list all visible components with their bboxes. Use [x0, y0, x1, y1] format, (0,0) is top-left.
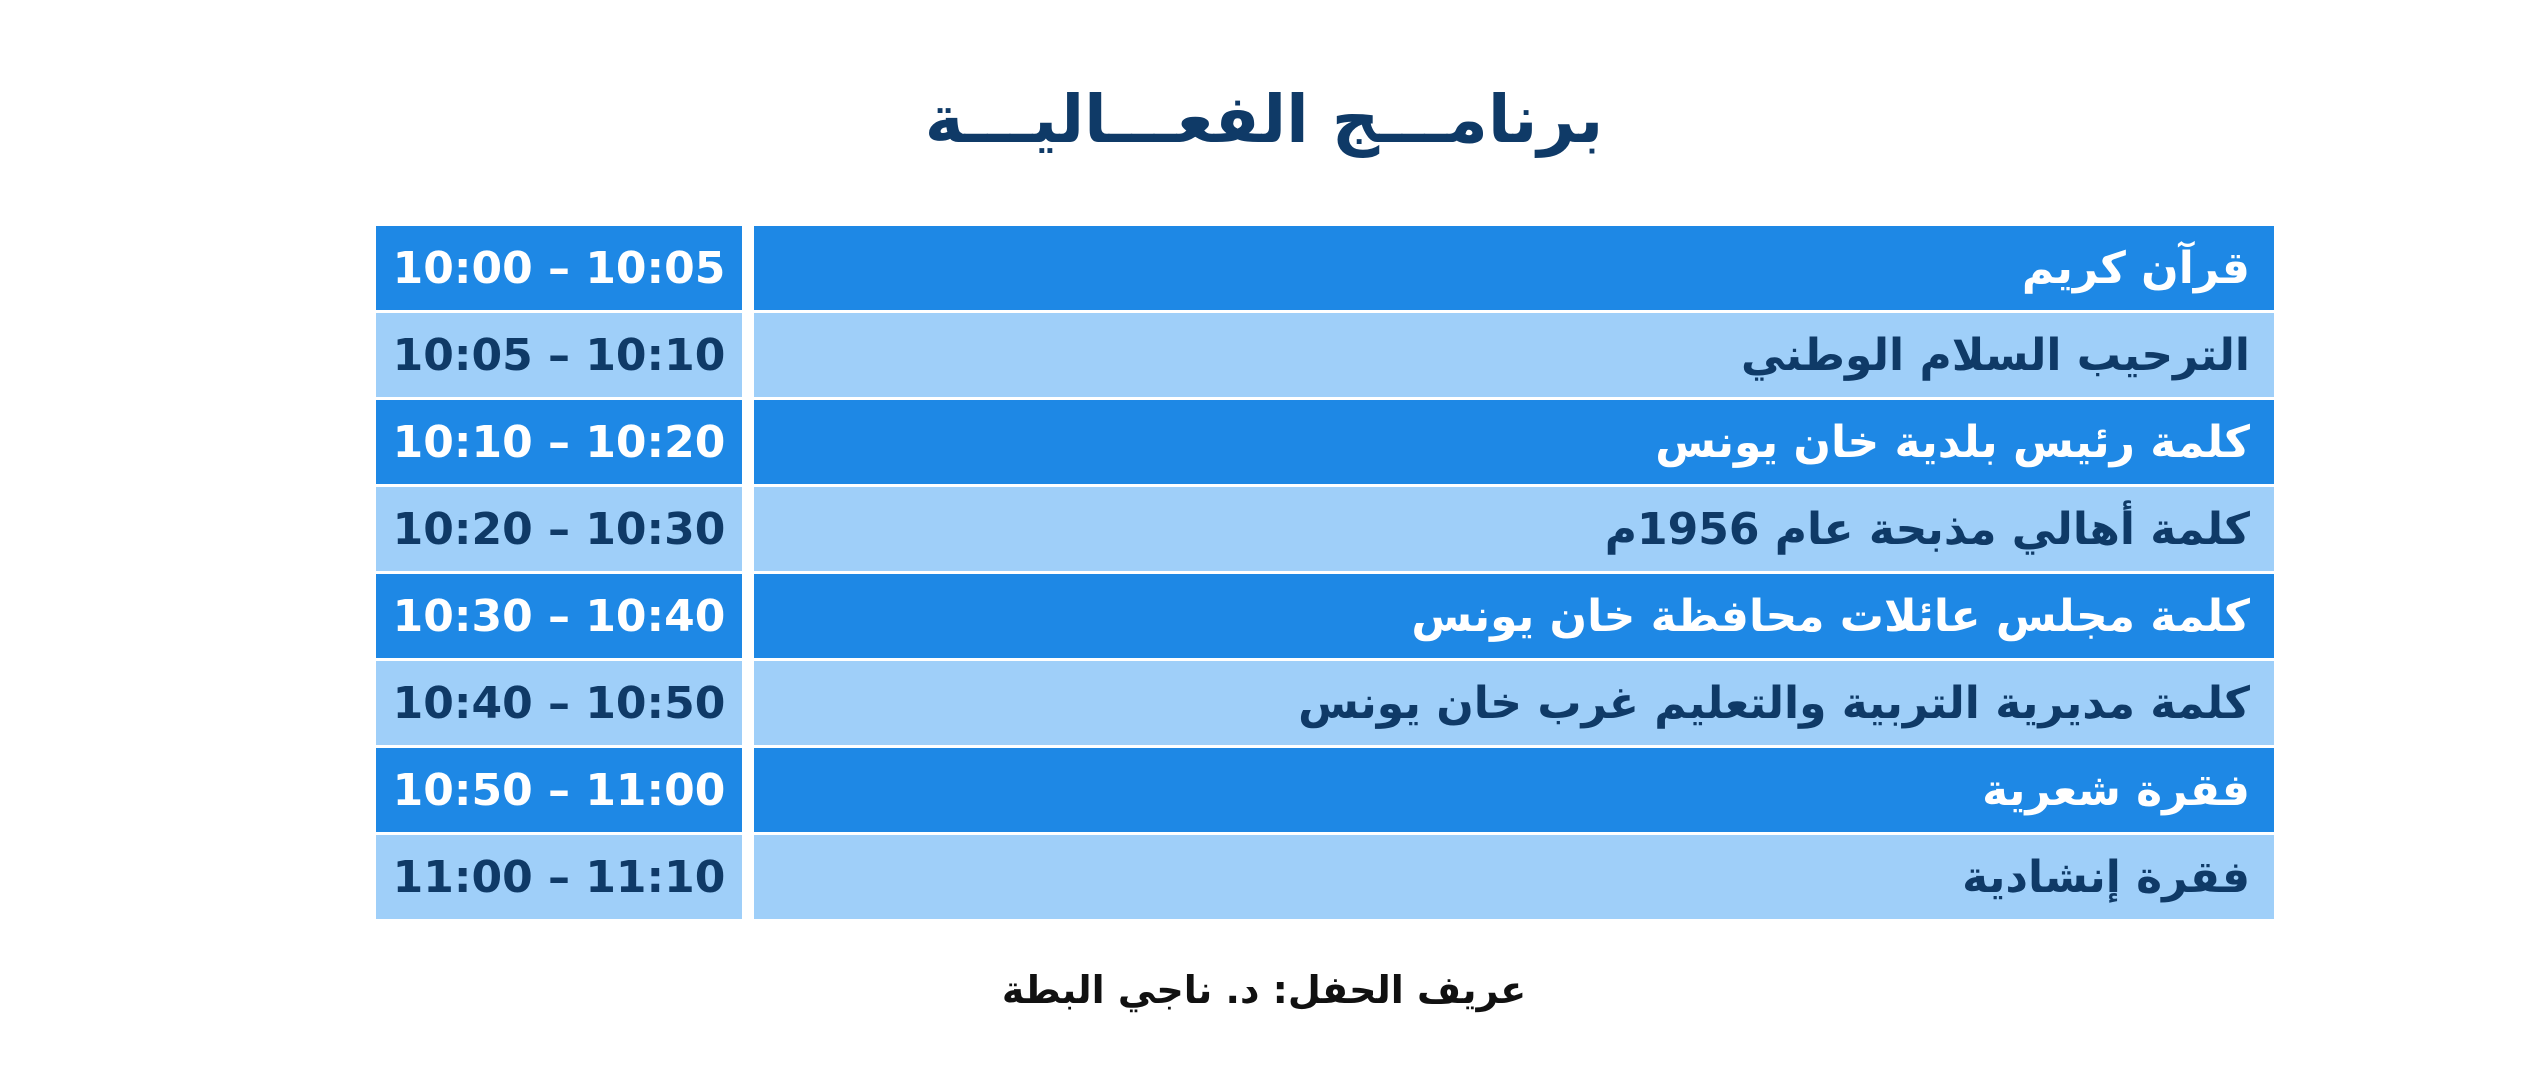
time-cell: 10:30 – 10:40 — [376, 574, 742, 658]
time-cell: 10:20 – 10:30 — [376, 487, 742, 571]
table-row — [376, 487, 2274, 571]
time-cell: 10:50 – 11:00 — [376, 748, 742, 832]
item-cell: الترحيب السلام الوطني — [754, 313, 2274, 397]
item-cell: قرآن كريم — [754, 226, 2274, 310]
time-cell: 10:05 – 10:10 — [376, 313, 742, 397]
schedule-table — [376, 226, 2274, 918]
table-row — [376, 835, 2274, 919]
item-cell: فقرة شعرية — [754, 748, 2274, 832]
table-row — [376, 574, 2274, 658]
time-cell: 11:00 – 11:10 — [376, 835, 742, 919]
table-row — [376, 748, 2274, 832]
time-cell: 10:10 – 10:20 — [376, 400, 742, 484]
item-cell: كلمة مديرية التربية والتعليم غرب خان يونس — [754, 661, 2274, 745]
item-cell: كلمة رئيس بلدية خان يونس — [754, 400, 2274, 484]
item-cell: فقرة إنشادية — [754, 835, 2274, 919]
time-cell: 10:00 – 10:05 — [376, 226, 742, 310]
table-row — [376, 661, 2274, 745]
table-row — [376, 400, 2274, 484]
table-row — [376, 226, 2274, 310]
table-row — [376, 313, 2274, 397]
time-cell: 10:40 – 10:50 — [376, 661, 742, 745]
item-cell: كلمة أهالي مذبحة عام 1956م — [754, 487, 2274, 571]
page-title: برنامـــج الفعـــاليـــة — [924, 81, 1604, 158]
item-cell: كلمة مجلس عائلات محافظة خان يونس — [754, 574, 2274, 658]
emcee-credit: عريف الحفل: د. ناجي البطة — [1001, 968, 1527, 1012]
